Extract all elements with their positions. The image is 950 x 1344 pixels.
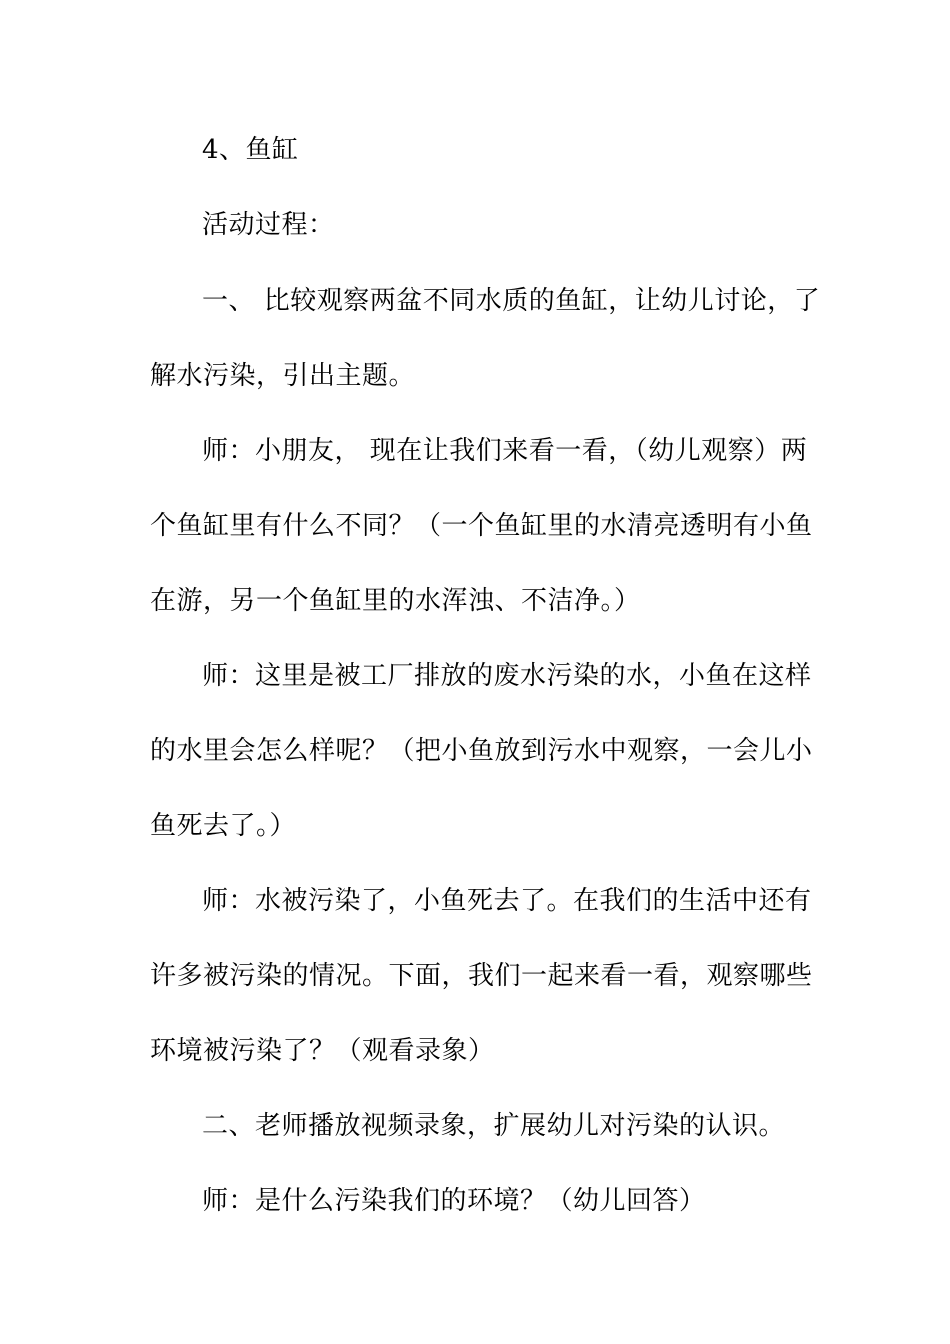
paragraph-line: 鱼死去了。） xyxy=(150,811,297,841)
paragraph-line: 解水污染，引出主题。 xyxy=(150,361,416,391)
paragraph-line: 师：是什么污染我们的环境？（幼儿回答） xyxy=(202,1186,706,1216)
paragraph-line: 活动过程： xyxy=(202,210,335,240)
paragraph-line: 个鱼缸里有什么不同？（一个鱼缸里的水清亮透明有小鱼 xyxy=(150,511,813,541)
section-heading: 4、鱼缸 xyxy=(202,135,299,165)
paragraph-line: 二、老师播放视频录象，扩展幼儿对污染的认识。 xyxy=(202,1111,786,1141)
paragraph-line: 的水里会怎么样呢？（把小鱼放到污水中观察，一会儿小 xyxy=(150,736,813,766)
paragraph-line: 师：小朋友， 现在让我们来看一看，（幼儿观察）两 xyxy=(202,436,808,466)
paragraph-line: 许多被污染的情况。下面，我们一起来看一看，观察哪些 xyxy=(150,961,813,991)
paragraph-line: 在游，另一个鱼缸里的水浑浊、不洁净。） xyxy=(150,586,641,616)
paragraph-line: 一、 比较观察两盆不同水质的鱼缸，让幼儿讨论，了 xyxy=(202,286,821,316)
paragraph-line: 师：水被污染了，小鱼死去了。在我们的生活中还有 xyxy=(202,886,812,916)
paragraph-line: 环境被污染了？（观看录象） xyxy=(150,1036,495,1066)
paragraph-line: 师：这里是被工厂排放的废水污染的水，小鱼在这样 xyxy=(202,661,812,691)
